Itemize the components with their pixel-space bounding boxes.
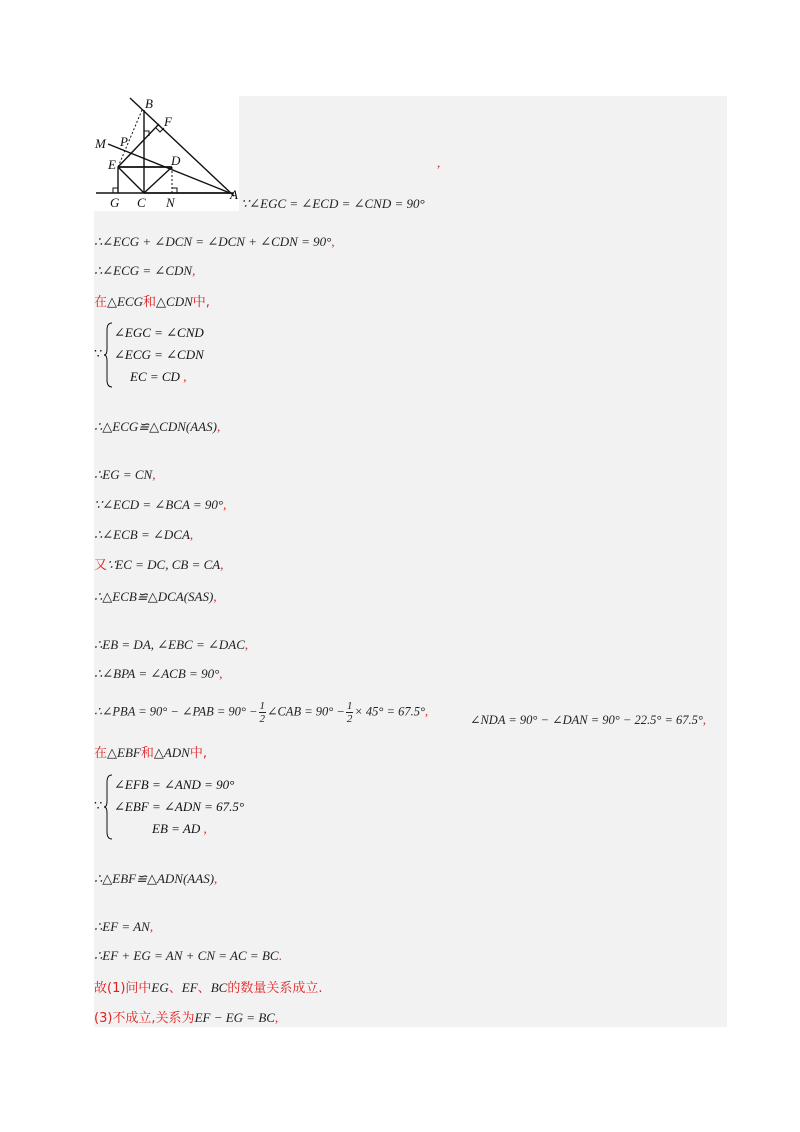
proof-line-1: ∵∠EGC = ∠ECD = ∠CND = 90° xyxy=(241,196,425,211)
proof-line-16: ∴EF = AN, xyxy=(94,919,154,934)
label-a: A xyxy=(230,187,238,202)
label-g: G xyxy=(110,195,120,210)
label-b: B xyxy=(145,96,153,111)
proof-line-9: 又∵EC = DC, CB = CA, xyxy=(94,557,224,573)
condition-lines-2: ∠EFB = ∠AND = 90° ∠EBF = ∠ADN = 67.5° EB = AD , xyxy=(114,777,245,836)
proof-line-2: ∴∠ECG + ∠DCN = ∠DCN + ∠CDN = 90°, xyxy=(94,234,335,249)
fraction-half-1: $\frac{1}{2}$ xyxy=(259,700,265,725)
proof-line-19: (3)不成立,关系为EF − EG = BC, xyxy=(94,1010,279,1026)
label-m: M xyxy=(95,136,106,151)
label-e: E xyxy=(108,157,116,172)
brace-icon xyxy=(104,774,114,840)
condition-lines-1: ∠EGC = ∠CND ∠ECG = ∠CDN EC = CD , xyxy=(114,325,204,384)
geometry-diagram xyxy=(94,96,239,211)
geometry-figure xyxy=(94,96,239,211)
label-c: C xyxy=(137,195,146,210)
label-p: P xyxy=(120,134,128,149)
proof-line-4: 在△ECG和△CDN中, xyxy=(94,294,210,310)
proof-line-12: ∴∠BPA = ∠ACB = 90°, xyxy=(94,666,223,681)
proof-line-18: 故(1)问中EG、EF、BC的数量关系成立. xyxy=(94,980,323,996)
proof-line-5: ∴△ECG≌△CDN(AAS), xyxy=(94,419,221,434)
proof-line-6: ∴EG = CN, xyxy=(94,467,156,482)
proof-line-3: ∴∠ECG = ∠CDN, xyxy=(94,263,196,278)
proof-line-1-comma: , xyxy=(437,155,441,170)
proof-line-8: ∴∠ECB = ∠DCA, xyxy=(94,527,194,542)
condition-block-2: ∵ ∠EFB = ∠AND = 90° ∠EBF = ∠ADN = 67.5° EB = AD , xyxy=(94,774,294,842)
proof-line-14: 在△EBF和△ADN中, xyxy=(94,745,207,761)
proof-line-15: ∴△EBF≌△ADN(AAS), xyxy=(94,871,218,886)
proof-line-13-right: ∠NDA = 90° − ∠DAN = 90° − 22.5° = 67.5°, xyxy=(470,713,707,727)
label-f: F xyxy=(164,114,172,129)
label-n: N xyxy=(166,195,175,210)
proof-line-11: ∴EB = DA, ∠EBC = ∠DAC, xyxy=(94,637,249,652)
label-d: D xyxy=(171,153,181,168)
condition-block-1: ∵ ∠EGC = ∠CND ∠ECG = ∠CDN EC = CD , xyxy=(94,322,294,390)
proof-line-17: ∴EF + EG = AN + CN = AC = BC. xyxy=(94,948,282,963)
proof-line-7: ∵∠ECD = ∠BCA = 90°, xyxy=(94,497,227,512)
proof-line-13: ∴∠PBA = 90° − ∠PAB = 90° − $\frac{1}{2}$ ∠CAB = 90° − $\frac{1}{2}$ × 45° = 67.5°, xyxy=(94,700,429,725)
brace-icon xyxy=(104,322,114,388)
fraction-half-2: $\frac{1}{2}$ xyxy=(346,700,353,725)
proof-line-10: ∴△ECB≌△DCA(SAS), xyxy=(94,589,217,604)
